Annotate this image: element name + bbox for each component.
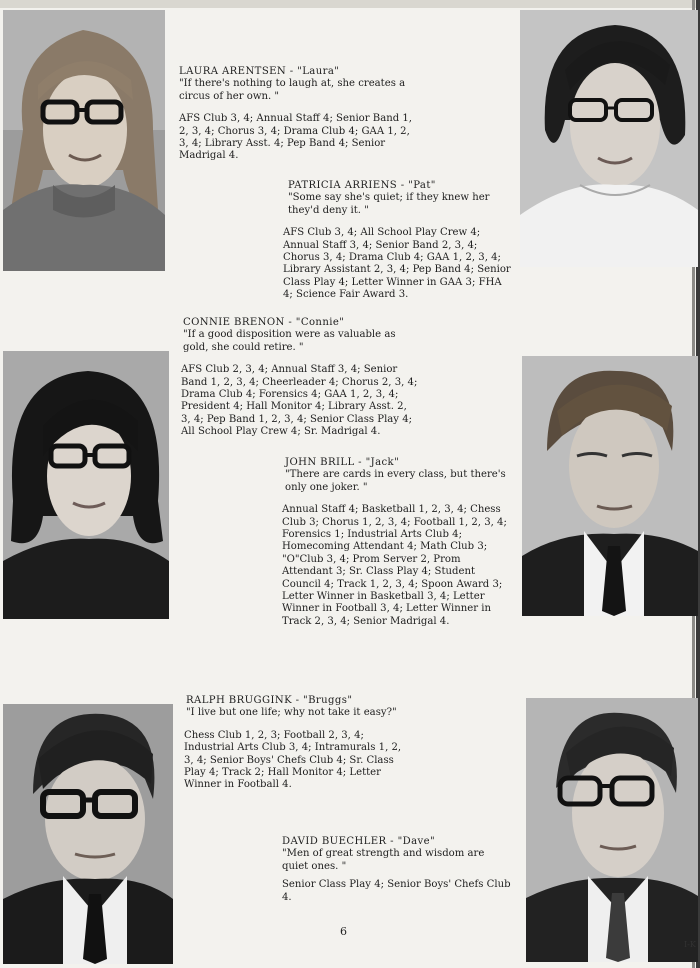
student-name: RALPH BRUGGINK - "Bruggs" — [186, 695, 353, 706]
student-quote: "I live but one life; why not take it easy?" — [186, 707, 397, 719]
corner-mark: I-K — [684, 940, 696, 949]
student-name: LAURA ARENTSEN - "Laura" — [179, 66, 340, 77]
scan-top-edge — [0, 0, 700, 8]
student-quote: "If there's nothing to laugh at, she creates a circus of her own. " — [179, 78, 406, 102]
senior-entry-john-brill — [282, 457, 511, 628]
student-activities: AFS Club 3, 4; Annual Staff 4; Senior Band 1, 2, 3, 4; Chorus 3, 4; Drama Club 4; GAA 1, 2, 3, 4; Library Asst. 4; Pep Band 4; Senior Madrigal 4. — [179, 113, 413, 162]
student-activities: AFS Club 3, 4; All School Play Crew 4; Annual Staff 3, 4; Senior Band 2, 3, 4; Chorus 3, 4; Drama Club 4; GAA 1, 2, 3, 4; Library Assistant 2, 3, 4; Pep Band 4; Senior Class Play 4; Letter Winner in GAA 3; FHA 4; Science Fair Award 3. — [283, 227, 511, 301]
student-name: CONNIE BRENON - "Connie" — [183, 317, 345, 328]
portrait-photo-david-buechler — [526, 698, 698, 962]
senior-entry-david-buechler — [282, 836, 512, 904]
student-name: JOHN BRILL - "Jack" — [285, 457, 400, 468]
page-number: 6 — [340, 925, 347, 938]
student-quote: "If a good disposition were as valuable as gold, she could retire. " — [183, 329, 396, 353]
senior-entry-connie-brenon — [183, 317, 419, 439]
student-activities: Annual Staff 4; Basketball 1, 2, 3, 4; Chess Club 3; Chorus 1, 2, 3, 4; Football 1, 2, 3, 4; Forensics 1; Industrial Arts Club 4; Homecoming Attendant 4; Math Club 3; "O"Club 3, 4; Prom Server 2, Prom Attendant 3; Sr. Class Play 4; Student Council 4; Track 1, 2, 3, 4; Spoon Award 3; Letter Winner in Basketball 3, 4; Letter Winner in Football 3, 4; Letter Winner in Track 2, 3, 4; Senior Madrigal 4. — [282, 504, 507, 627]
student-name: PATRICIA ARRIENS - "Pat" — [288, 180, 436, 191]
student-quote: "Men of great strength and wisdom are quiet ones. " — [282, 848, 485, 872]
portrait-photo-laura-arentsen — [3, 10, 165, 271]
senior-entry-patricia-arriens — [283, 180, 514, 302]
senior-entry-laura-arentsen — [179, 66, 417, 163]
portrait-photo-connie-brenon — [3, 351, 169, 619]
student-activities: Senior Class Play 4; Senior Boys' Chefs Club 4. — [282, 879, 511, 903]
student-activities: Chess Club 1, 2, 3; Football 2, 3, 4; Industrial Arts Club 3, 4; Intramurals 1, 2, 3, 4; Senior Boys' Chefs Club 4; Sr. Class Play 4; Track 2; Hall Monitor 4; Letter Winner in Football 4. — [184, 729, 402, 791]
senior-entry-ralph-bruggink — [186, 695, 424, 792]
portrait-photo-john-brill — [522, 356, 698, 616]
portrait-photo-ralph-bruggink — [3, 704, 173, 964]
student-quote: "Some say she's quiet; if they knew her they'd deny it. " — [288, 192, 490, 216]
portrait-photo-patricia-arriens — [520, 10, 698, 267]
student-quote: "There are cards in every class, but there's only one joker. " — [285, 469, 506, 493]
student-activities: AFS Club 2, 3, 4; Annual Staff 3, 4; Senior Band 1, 2, 3, 4; Cheerleader 4; Chorus 2, 3, 4; Drama Club 4; Forensics 4; GAA 1, 2, 3, 4; President 4; Hall Monitor 4; Library Asst. 2, 3, 4; Pep Band 1, 2, 3, 4; Senior Class Play 4; All School Play Crew 4; Sr. Madrigal 4. — [181, 364, 418, 438]
student-name: DAVID BUECHLER - "Dave" — [282, 836, 436, 847]
